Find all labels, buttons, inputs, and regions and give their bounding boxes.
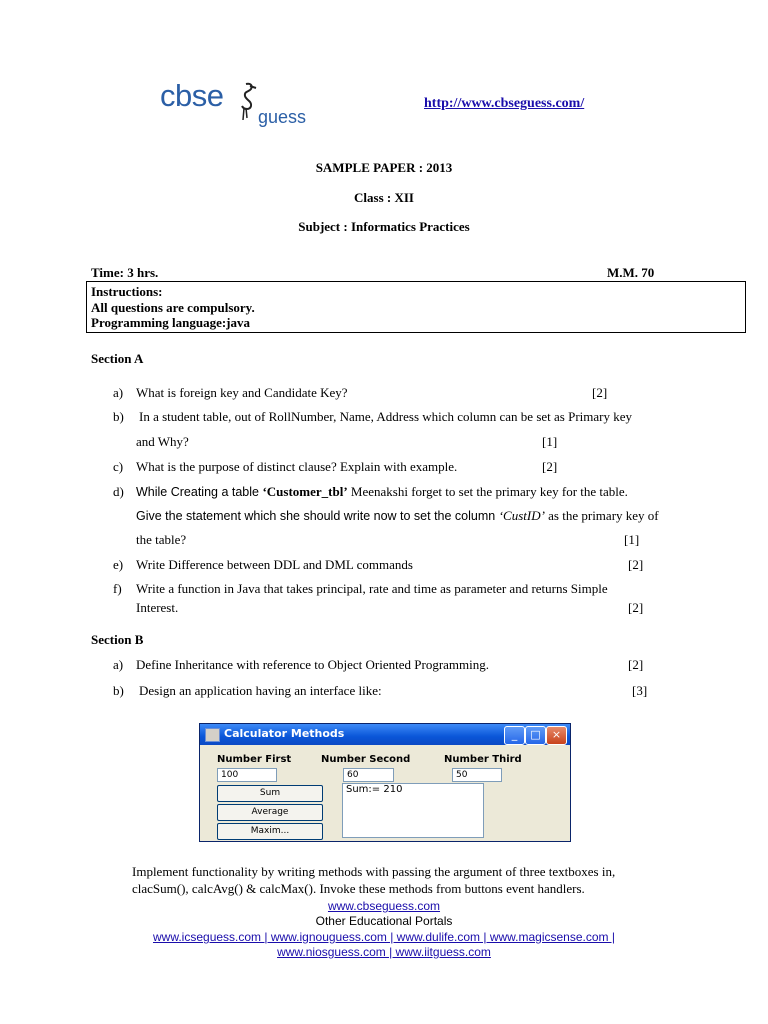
question-text: and Why? (136, 434, 189, 449)
logo-text-sub: guess (258, 107, 307, 127)
max-marks-label: M.M. 70 (607, 265, 655, 280)
sum-button[interactable]: Sum (217, 785, 323, 802)
output-text: Sum:= 210 (346, 784, 403, 795)
label-number-second: Number Second (321, 754, 411, 765)
java-app-icon (205, 728, 220, 742)
question-text: Design an application having an interface like: (139, 683, 382, 698)
question-label: e) (113, 557, 124, 572)
maximize-icon[interactable]: □ (525, 726, 546, 745)
minimize-icon[interactable]: _ (504, 726, 525, 745)
question-mark: [1] (542, 434, 558, 449)
question-label: a) (113, 657, 124, 672)
question-text: What is the purpose of distinct clause? Explain with example. (136, 459, 458, 474)
class-title: Class : XII (354, 190, 414, 205)
logo-text-main: cbse (160, 78, 224, 113)
subject-title: Subject : Informatics Practices (298, 219, 470, 234)
label-number-third: Number Third (444, 754, 522, 765)
time-label: Time: 3 hrs. (91, 265, 159, 280)
question-label: a) (113, 385, 124, 400)
question-mark: [2] (592, 385, 608, 400)
question-text: Write a function in Java that takes principal, rate and time as parameter and returns Simple (136, 581, 608, 596)
average-button[interactable]: Average (217, 804, 323, 821)
question-text: Interest. (136, 600, 179, 615)
footer-site-link[interactable]: www.cbseguess.com (327, 899, 441, 913)
number-second-input[interactable]: 60 (343, 768, 394, 782)
instructions-box (86, 281, 746, 333)
question-mark: [2] (628, 657, 644, 672)
question-label: c) (113, 459, 124, 474)
section-a-title: Section A (91, 351, 144, 366)
footer-portals-label: Other Educational Portals (315, 914, 453, 928)
footer-portal-links[interactable]: www.icseguess.com | www.ignouguess.com | www.dulife.com | www.magicsense.com | (153, 930, 615, 944)
window-title: Calculator Methods (224, 727, 345, 740)
section-b-title: Section B (91, 632, 144, 647)
question-mark: [3] (632, 683, 648, 698)
close-icon[interactable]: × (546, 726, 567, 745)
instructions-line: All questions are compulsory. (91, 300, 255, 315)
maximum-button[interactable]: Maxim... (217, 823, 323, 840)
question-mark: [1] (624, 532, 640, 547)
question-mark: [2] (628, 600, 644, 615)
question-text: While Creating a table ‘Customer_tbl’ Meenakshi forget to set the primary key for the table. (136, 484, 628, 499)
question-text: What is foreign key and Candidate Key? (136, 385, 348, 400)
question-label: f) (113, 581, 122, 596)
implement-text: Implement functionality by writing methods with passing the argument of three textboxes in, (132, 864, 616, 879)
footer-links (0, 945, 768, 960)
number-first-input[interactable]: 100 (217, 768, 277, 782)
column-name: ‘CustID’ (498, 508, 545, 523)
window-titlebar (200, 724, 570, 745)
table-name: ‘Customer_tbl’ (262, 484, 348, 499)
footer-portal-links[interactable]: www.niosguess.com | www.iitguess.com (277, 945, 491, 959)
question-text: the table? (136, 532, 187, 547)
question-text: In a student table, out of RollNumber, Name, Address which column can be set as Primary key (139, 409, 633, 424)
calculator-window (199, 723, 571, 842)
question-label: b) (113, 409, 124, 424)
cbseguess-logo (160, 78, 330, 138)
flamingo-icon (232, 82, 258, 122)
question-text: Give the statement which she should write now to set the column ‘CustID’ as the primary key of (136, 508, 659, 523)
number-third-input[interactable]: 50 (452, 768, 502, 782)
footer-links (0, 930, 768, 945)
implement-text: clacSum(), calcAvg() & calcMax(). Invoke these methods from buttons event handlers. (132, 881, 585, 896)
question-label: d) (113, 484, 124, 499)
output-textarea[interactable] (342, 783, 484, 838)
question-text: Define Inheritance with reference to Object Oriented Programming. (136, 657, 490, 672)
footer-site (0, 899, 768, 914)
question-mark: [2] (542, 459, 558, 474)
site-link[interactable]: http://www.cbseguess.com/ (424, 96, 585, 111)
instructions-line: Programming language:java (91, 315, 250, 330)
question-text: Write Difference between DDL and DML commands (136, 557, 413, 572)
question-label: b) (113, 683, 124, 698)
paper-title: SAMPLE PAPER : 2013 (315, 160, 453, 175)
instructions-heading: Instructions: (91, 284, 163, 299)
question-mark: [2] (628, 557, 644, 572)
label-number-first: Number First (217, 754, 292, 765)
